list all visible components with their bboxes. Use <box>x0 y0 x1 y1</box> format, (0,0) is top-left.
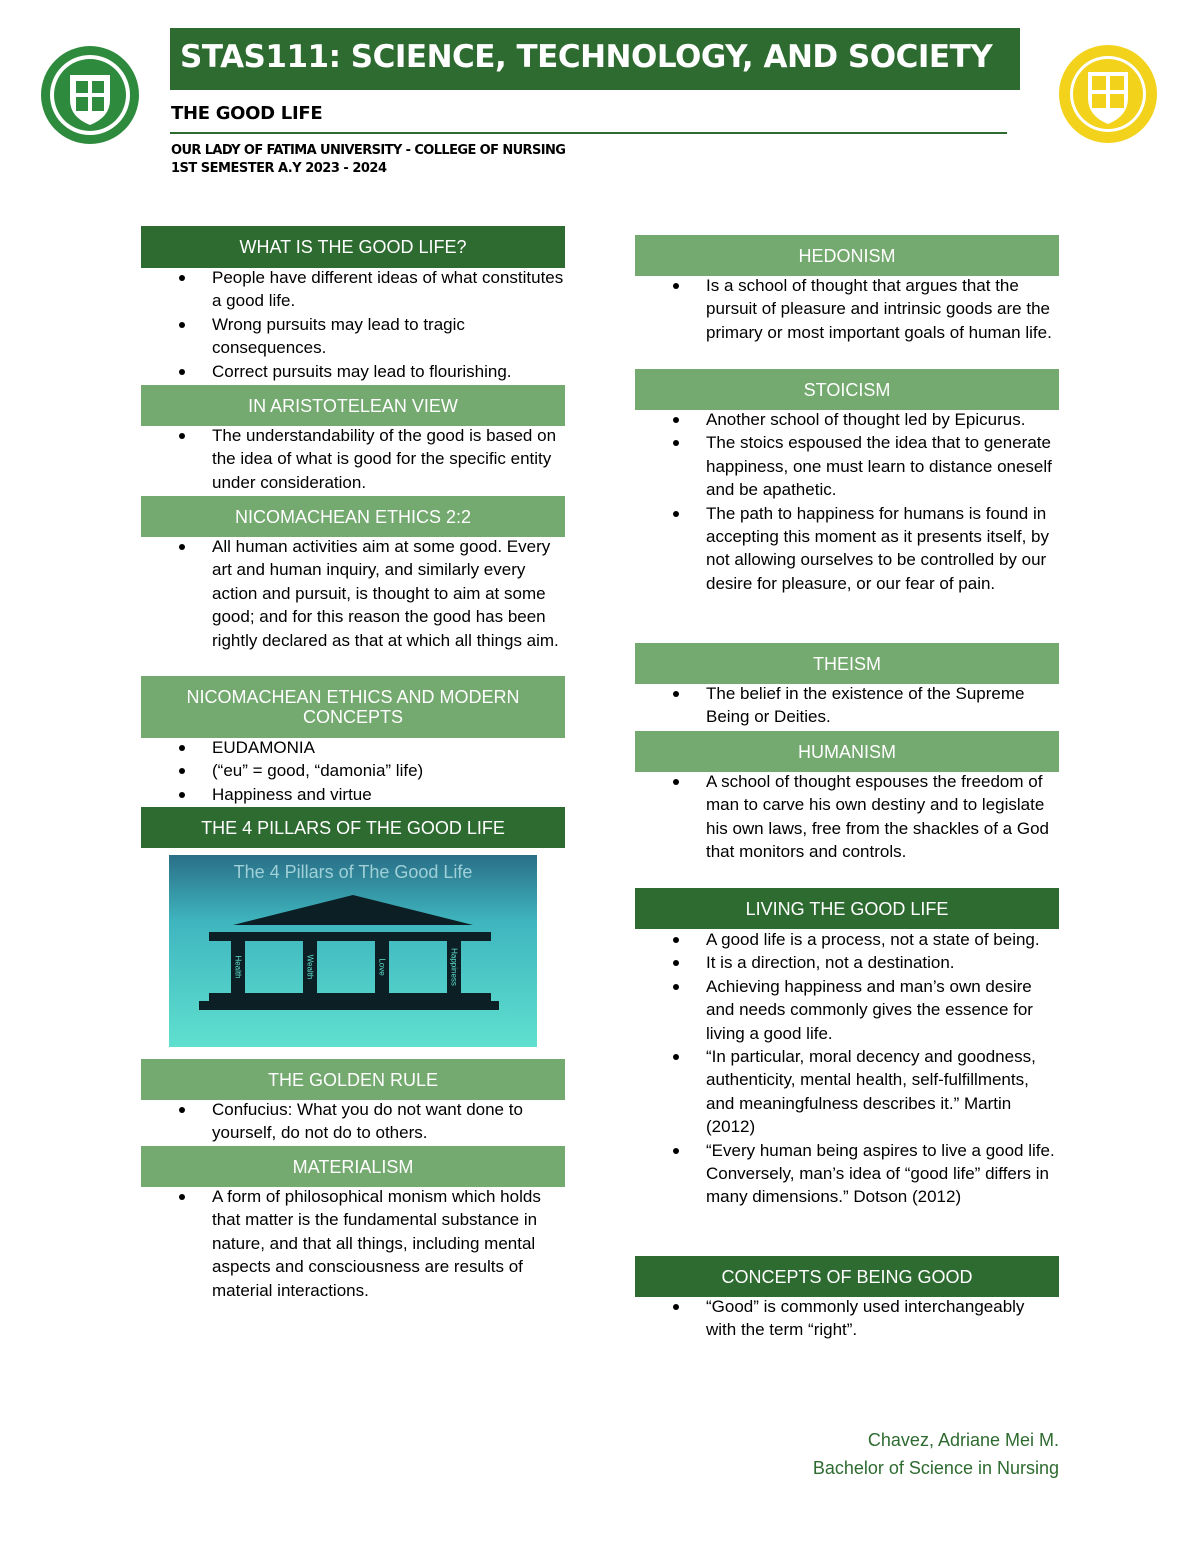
list-item: The path to happiness for humans is found in accepting this moment as it presents itself, by not allowing ourselves to be controlled by our desire for pleasure, or our fear of pain. <box>635 502 1059 596</box>
school-name: OUR LADY OF FATIMA UNIVERSITY - COLLEGE OF NURSING <box>171 143 566 158</box>
list-item: The belief in the existence of the Supreme Being or Deities. <box>635 682 1059 729</box>
section-header-nicomachean-ethics: NICOMACHEAN ETHICS 2:2 <box>141 496 565 537</box>
section-header-four-pillars: THE 4 PILLARS OF THE GOOD LIFE <box>141 807 565 848</box>
course-title: STAS111: SCIENCE, TECHNOLOGY, AND SOCIETY <box>180 39 993 75</box>
university-seal-logo <box>40 45 140 145</box>
section-header-theism: THEISM <box>635 643 1059 684</box>
section-header-nicomachean-modern: NICOMACHEAN ETHICS AND MODERN CONCEPTS <box>141 676 565 738</box>
list-item: EUDAMONIA <box>141 736 565 759</box>
temple-icon <box>169 855 537 1047</box>
author-name: Chavez, Adriane Mei M. <box>867 1430 1059 1450</box>
modern-concepts-list <box>141 736 565 806</box>
list-item: All human activities aim at some good. Every art and human inquiry, and similarly every action and pursuit, is thought to aim at some good; and for this reason the good has been rightly declared as that at which all things aim. <box>141 535 565 652</box>
list-item: “Every human being aspires to live a good life. Conversely, man’s idea of “good life” differs in many dimensions.” Dotson (2012) <box>635 1139 1059 1209</box>
section-header-aristotelean-view: IN ARISTOTELEAN VIEW <box>141 385 565 426</box>
list-item: Achieving happiness and man’s own desire and needs commonly gives the essence for living a good life. <box>635 975 1059 1045</box>
section-header-concepts-being-good: CONCEPTS OF BEING GOOD <box>635 1256 1059 1297</box>
list-item: A school of thought espouses the freedom of man to carve his own destiny and to legislate his own laws, free from the shackles of a God that monitors and controls. <box>635 770 1059 864</box>
pillar-label: Wealth <box>305 954 315 980</box>
section-header-humanism: HUMANISM <box>635 731 1059 772</box>
aristotelean-list <box>141 424 565 494</box>
living-good-life-list <box>635 928 1059 1209</box>
pillar-label: Love <box>377 958 387 976</box>
header-divider <box>170 132 1007 134</box>
materialism-list <box>141 1185 565 1302</box>
section-header-hedonism: HEDONISM <box>635 235 1059 276</box>
section-header-materialism: MATERIALISM <box>141 1146 565 1187</box>
list-item: It is a direction, not a destination. <box>635 951 1059 974</box>
pillar-label: Health <box>233 955 243 979</box>
list-item: Correct pursuits may lead to flourishing. <box>141 360 565 383</box>
list-item: Happiness and virtue <box>141 783 565 806</box>
list-item: The stoics espoused the idea that to generate happiness, one must learn to distance oneself and be apathetic. <box>635 431 1059 501</box>
list-item: Is a school of thought that argues that the pursuit of pleasure and intrinsic goods are the primary or most important goals of human life. <box>635 274 1059 344</box>
course-title-banner <box>170 28 1020 90</box>
concepts-list <box>635 1295 1059 1342</box>
humanism-list <box>635 770 1059 864</box>
list-item: A form of philosophical monism which holds that matter is the fundamental substance in nature, and that all things, including mental aspects and consciousness are results of material interactions. <box>141 1185 565 1302</box>
golden-rule-list <box>141 1098 565 1145</box>
hedonism-list <box>635 274 1059 344</box>
list-item: Wrong pursuits may lead to tragic consequences. <box>141 313 565 360</box>
theism-list <box>635 682 1059 729</box>
list-item: Confucius: What you do not want done to yourself, do not do to others. <box>141 1098 565 1145</box>
pillars-image-title: The 4 Pillars of The Good Life <box>233 862 473 882</box>
four-pillars-image <box>169 855 537 1047</box>
list-item: The understandability of the good is based on the idea of what is good for the specific entity under consideration. <box>141 424 565 494</box>
college-of-nursing-seal-logo <box>1058 42 1158 146</box>
pillar-label: Happiness <box>449 948 459 986</box>
author-degree: Bachelor of Science in Nursing <box>812 1458 1059 1478</box>
section-header-living-good-life: LIVING THE GOOD LIFE <box>635 888 1059 929</box>
section-header-golden-rule: THE GOLDEN RULE <box>141 1059 565 1100</box>
list-item: Another school of thought led by Epicurus. <box>635 408 1059 431</box>
list-item: A good life is a process, not a state of being. <box>635 928 1059 951</box>
topic-title: THE GOOD LIFE <box>171 103 323 124</box>
list-item: “In particular, moral decency and goodness, authenticity, mental health, self-fulfillments, and meaningfulness describes it.” Martin (2012) <box>635 1045 1059 1139</box>
semester-label: 1ST SEMESTER A.Y 2023 - 2024 <box>171 161 387 176</box>
section-header-stoicism: STOICISM <box>635 369 1059 410</box>
stoicism-list <box>635 408 1059 595</box>
list-item: (“eu” = good, “damonia” life) <box>141 759 565 782</box>
nicomachean-list <box>141 535 565 652</box>
list-item: “Good” is commonly used interchangeably with the term “right”. <box>635 1295 1059 1342</box>
what-is-good-life-list <box>141 266 565 383</box>
list-item: People have different ideas of what constitutes a good life. <box>141 266 565 313</box>
section-header-what-is-good-life: WHAT IS THE GOOD LIFE? <box>141 226 565 268</box>
